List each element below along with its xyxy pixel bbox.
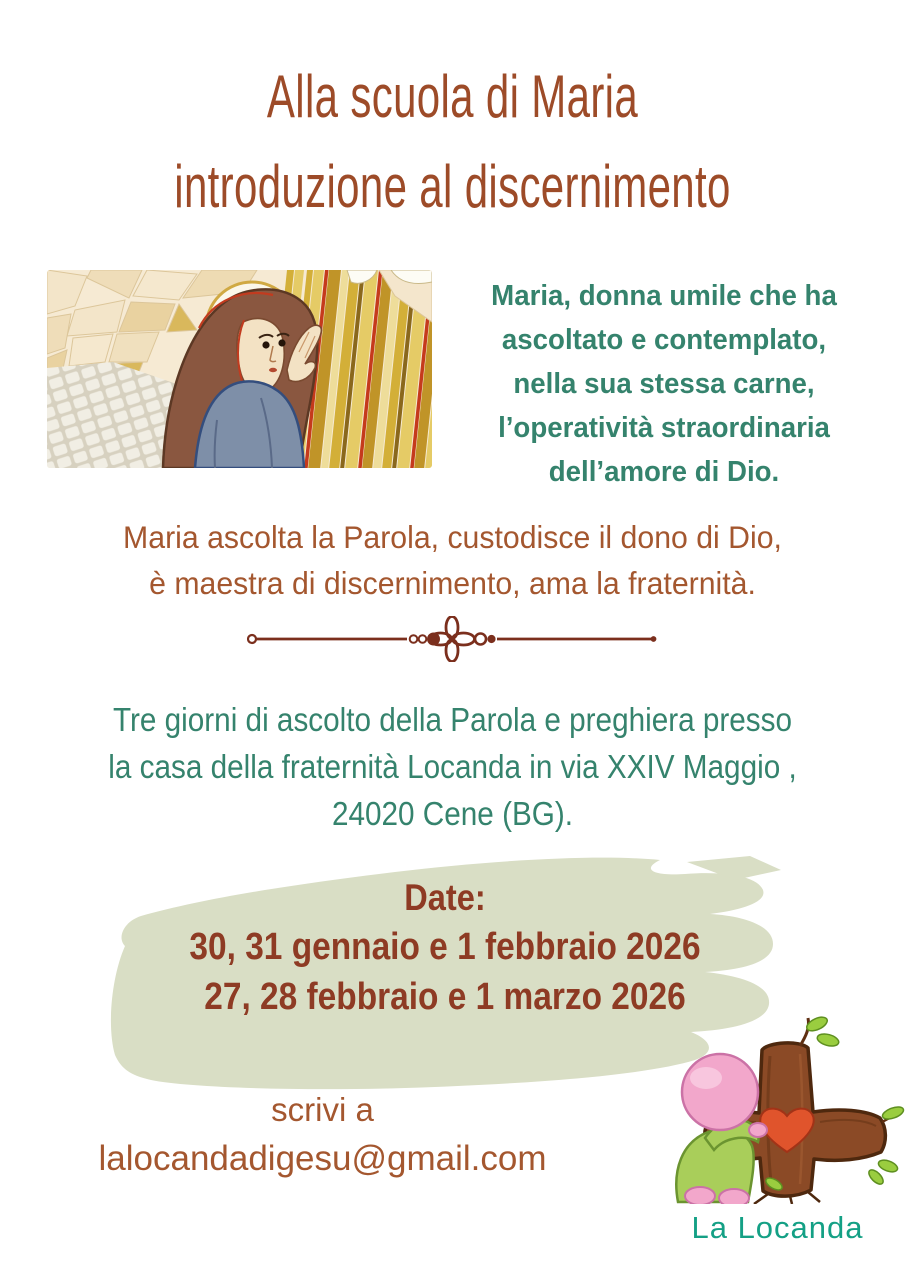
logo-wordmark: La Locanda bbox=[691, 1210, 864, 1245]
intro-paragraph bbox=[445, 274, 883, 494]
maria-mosaic-illustration bbox=[47, 270, 432, 468]
location-line: la casa della fraternità Locanda in via XXIV Maggio , bbox=[108, 748, 797, 785]
contact-section bbox=[0, 1086, 645, 1184]
dates-text bbox=[137, 874, 753, 1022]
dates-line-2: 27, 28 febbraio e 1 marzo 2026 bbox=[204, 976, 686, 1018]
intro-line: l’operatività straordinaria bbox=[498, 412, 830, 444]
quote-line: è maestra di discernimento, ama la fraternità. bbox=[149, 565, 756, 601]
ornamental-divider-icon bbox=[247, 616, 657, 662]
dates-heading: Date: bbox=[404, 877, 486, 918]
location-line: Tre giorni di ascolto della Parola e preghiera presso bbox=[112, 701, 793, 738]
intro-line: ascoltato e contemplato, bbox=[501, 324, 827, 356]
contact-email: lalocandadigesu@gmail.com bbox=[98, 1139, 547, 1178]
dates-line-1: 30, 31 gennaio e 1 febbraio 2026 bbox=[189, 926, 701, 968]
location-paragraph bbox=[45, 696, 860, 837]
title-line-1: Alla scuola di Maria bbox=[266, 63, 639, 130]
quote-line: Maria ascolta la Parola, custodisce il dono di Dio, bbox=[123, 519, 782, 555]
quote-paragraph bbox=[18, 514, 887, 606]
la-locanda-logo bbox=[650, 1014, 905, 1245]
location-line: 24020 Cene (BG). bbox=[331, 795, 574, 832]
page-title bbox=[0, 52, 905, 232]
intro-line: Maria, donna umile che ha bbox=[491, 280, 837, 312]
maria-mosaic-image bbox=[47, 270, 432, 468]
contact-label: scrivi a bbox=[271, 1091, 374, 1128]
logo-illustration-icon bbox=[650, 1014, 905, 1204]
title-line-2: introduzione al discernimento bbox=[174, 153, 731, 220]
intro-line: nella sua stessa carne, bbox=[513, 368, 815, 400]
intro-line: dell’amore di Dio. bbox=[548, 456, 780, 488]
flourish-divider-icon bbox=[247, 616, 657, 662]
